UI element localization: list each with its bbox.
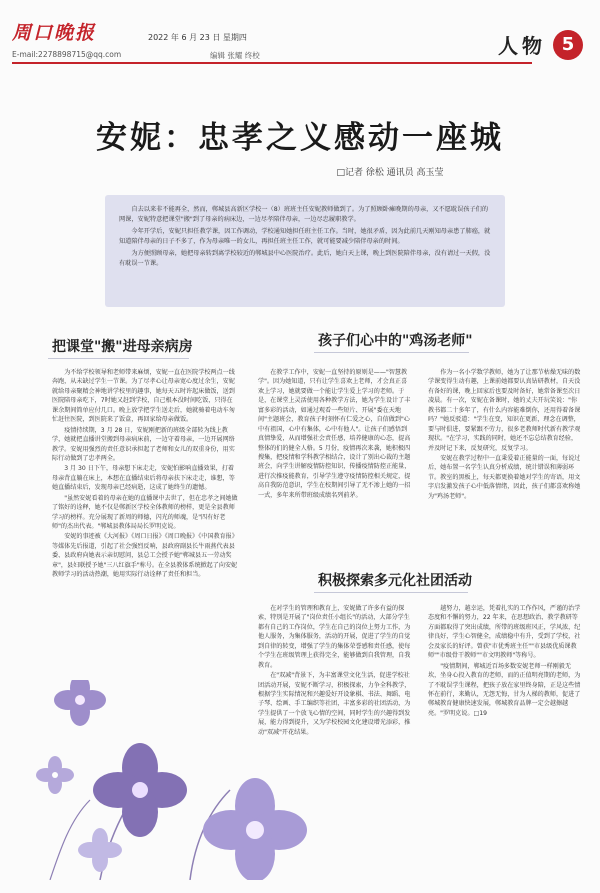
section-body-teacher-right (428, 368, 582, 502)
intro-paragraph: 今年开学后，安妮只担任教学课，因工作调动，学校通知她担任班主任工作。当时，她很矛盾，因为此前几天刚知母亲患了肺癌，就知道陪伴母亲的日子不多了，作为母亲唯一的女儿，再担任班主任工作，就可能要减少陪伴母亲的时间。 (119, 227, 491, 245)
intro-paragraph: 自去以来非不能再全，然而，郸城县高新区学校一（8）班班主任安妮教师做到了。为了照顾卧瘫晚期的母亲，又不愿耽误孩子们的网课，安妮特意把课堂"搬"到了母亲的病床边，一边尽孝陪伴母亲，一边尽忠履职教学。 (119, 206, 489, 223)
paragraph: 在"双减"背景下，为丰富课堂文化生活，促进学校社团活动开展，安妮不断学习，积极探索，力争全科教学，根据学生实际情况和兴趣爱好开设象棋、书法、舞蹈、电子琴、绘画、手工编织等社团，丰富多彩的社团活动，为学生提供了一个放飞心情的空间，同时学生的兴趣得到发展，能力得到提升，又为学校校园文化建设增光添彩，推动"双减"开花结果。 (258, 672, 411, 736)
paragraph: 在教学工作中，安妮一直坚持的原则是——"智慧教学"。因为她知道，只有让学生喜欢上老师，才会真正喜欢上学习，她就要做一个能让学生爱上学习的老师。于是，在课堂上灵活使用各种教学方法，她为学生设计了丰富多彩的活动，如通过观看一些短片、开展"委在天地间"主题班会，教育孩子时刻怀有仁爱之心，自信做到"心中有祖国，心中有集体，心中有他人"。让孩子们感悟到真情挚爱，从而增强社会责任感，培养健康的心态，提高整体的们的健全人格。5 月份，疫情再次来袭，她积极四搜集，把疫情和学科教学相结合，设计了别出心裁的主题班会，向学生讲解疫情防控知识，传播疫情防控正能量，进行次推疫能教育，引导学生遵守疫情防控相关规定，提高自我防范意识，学生在校期间引导了无不渗上她的一招一式，多年来所带班级成绩名列前茅。 (258, 369, 411, 499)
paragraph: 3 月 30 日下午，母亲想下床走走，安妮怕影响直播效果，打着母亲背直躺在床上，本想在直播结束后将母亲扶下床走走，谁想，等她直播结束后，发现母亲已经病逝，这成了她终生的遗憾。 (52, 465, 235, 492)
issue-date: 2022 年 6 月 23 日 星期四 (148, 33, 247, 42)
paragraph: 为不给学校领导和老师带来麻烦，安妮一直在医院学校两点一线奔跑，从未缺过学生一节课。为了尽孝心让母亲宽心度过余生，安妮就给母亲聚精会神地讲学校里的趣事，她每天五时许起床做饭，送到医院陪母亲吃下，7时她又赶到学校，自己根本没时间吃饭，只得在课余期间简单应付几口。晚上放学把学生送走后，她就骑着电动车匆忙赶往医院，到医院来了饭盒，再回家给母亲做饭。 (52, 369, 235, 424)
paragraph: 在对学生的管理和教育上，安妮做了许多有益的探索，特别是开展了"岗位责任小组长"的活动，大部分学生都有自己的工作岗位，学生在自己的岗位上努力工作，为他人服务，为集体服务，活动的开展，促进了学生的自觉到自律的转变，增强了学生的集体荣誉感和责任感，使每个学生在班级管理上获得完全，能够做到自我管理，自我教育。 (258, 605, 411, 669)
masthead-logo: 周口晚报 (12, 22, 97, 44)
intro-paragraph: 为方便照顾母亲，她把母亲转到离学校较近的郸城县中心医院治疗。此后，她白天上课，晚上到医院陪伴母亲，没有请过一天假，没有耽误一节课。 (119, 249, 491, 267)
section-body-clubs-right (428, 604, 582, 719)
section-heading-teacher: 孩子们心中的"鸡汤老师" (318, 330, 473, 350)
paragraph: 安妮在教学过程中一直秉爱着正能量的一面，每说过后，她布置一名学生认真分析成绩，统计错误和薄弱环节。教室的黑板上，每天都更换着她对学生的寄语，用文字启发激发孩子心中低落情绪，因此，孩子们都喜欢称她为"鸡汤老师"。 (428, 454, 581, 500)
page-number-badge: 5 (553, 30, 583, 60)
intro-box (105, 195, 505, 307)
contact-email: E-mail:2278898715@qq.com (12, 50, 122, 59)
article-byline: □记者 徐松 通讯员 高玉莹 (336, 168, 444, 178)
section-heading-clubs: 积极探索多元化社团活动 (318, 570, 472, 590)
section-body-classroom (52, 368, 238, 581)
section-body-teacher-left (258, 368, 412, 501)
section-name: 人物 (498, 34, 546, 58)
paragraph: 越努力，越幸运，凭着扎实的工作作风，严谨的治学态度和不懈的努力，22 年来，在思想政治、教学教研等方面都取得了突出成绩，所带的班级班风正，学风浓，纪律良好，学生心智健全，成绩稳中有升，受到了学校，社会及家长的好评。曾获"市优秀班主任""市县级优质课教师""市级骨干教师""市文明教师"等称号。 (428, 605, 581, 660)
paragraph: "虽然安妮看着的母亲在她的直播课中去世了，但在忠孝之间她做了铭好的诠释，她不仅是郸新区学校全体教师的榜样，更是全县教师学习的榜样。充分展现了新周的师德，闪光的师魂，是"四有好老师"的杰出代表。"郸城县教体局局长罗明克说。 (52, 494, 238, 530)
paragraph: "疫情期间，郸城近百场多数安妮老师一样刚毅无坎，坐身心投入教育的老师，而的正值明亮期的老师，为了不耽误学生课程，把孩子放在家里终身陪，正是这些情怀在前行，来勤认，无怨无悔，甘为人梯的教师，促进了郸城教育健康快速发展，郸城教育品牌一定会越擦越亮。"罗明克说。□19 (428, 662, 581, 717)
editor-credit: 编辑 张耀 终校 (210, 51, 260, 60)
paragraph: 疫情持续期，3 月 28 日，安妮刚把新的班级全部转为线上教学，她就把直播讲堂搬到母亲病床前，一边守着母亲，一边开展网络教学。安妮用强烈的责任意识承担起了老师和女儿的双重身份，用实际行动做到了忠孝两全。 (52, 426, 235, 462)
paragraph: 作为一名小学数学教师，她为了让那节枯燥无味的数学课变得生动有趣，上课前她都要认真钻研教材，自天没有备好的课，晚上回家后也要及时备好，她常备课至次日凌晨。有一次，安妮在备课时，她的丈夫开玩笑说："你教书都二十多年了，有什么内容能难倒你，还用得着备课吗？"她反驳道："学生在变，知识在更新，理念在调整，要与时俱进，要紧跟不劳力，很多老教师时代新有教学观现状。"在学习，实践的同时，她还不忘总结教育经验，并及时记下来，反复研究，反复学习。 (428, 369, 581, 452)
decorative-flowers-illustration (30, 680, 320, 880)
page-header (0, 0, 600, 80)
paragraph: 安妮的事迹被《大河报》《周口日报》《周口晚报》《中国教育报》等媒体先后报道，引起了社会强烈反响，县政府副县长牛雨燕代表县委、县政府向她表示亲切慰问，县总工会授予她"郸城县五一劳动奖章"，县妇联授予她"三八红旗手"称号。在全县教体系统掀起了向安妮教师学习的活动热潮，她用实际行动诠释了责任和担当。 (52, 533, 238, 579)
header-rule (12, 62, 532, 64)
section-heading-classroom: 把课堂"搬"进母亲病房 (52, 336, 193, 356)
article-title: 安妮：忠孝之义感动一座城 (96, 120, 504, 156)
